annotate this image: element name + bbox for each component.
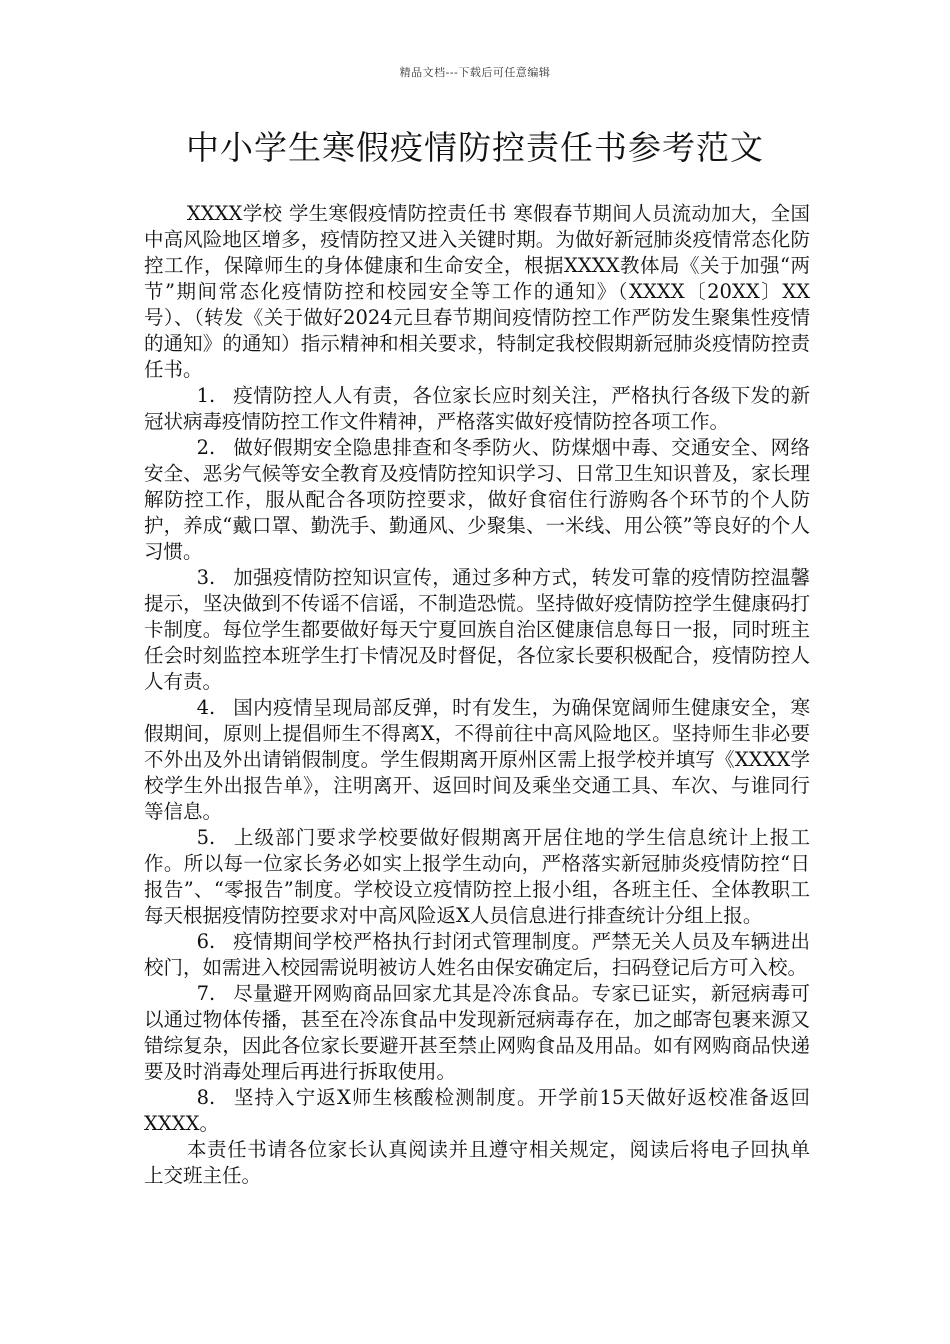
- item-text: 做好假期安全隐患排查和冬季防火、防煤烟中毒、交通安全、网络安全、恶劣气候等安全教育及疫情防控知识学习、日常卫生知识普及，家长理解防控工作，服从配合各项防控要求，做好食宿住行游购各个环节的个人防护，养成“戴口罩、勤洗手、勤通风、少聚集、一米线、用公筷”等良好的个人习惯。: [144, 436, 810, 563]
- item-text: 疫情防控人人有责，各位家长应时刻关注，严格执行各级下发的新冠状病毒疫情防控工作文件精神，严格落实做好疫情防控各项工作。: [144, 384, 810, 433]
- list-item: [144, 981, 810, 1085]
- item-text: 疫情期间学校严格执行封闭式管理制度。严禁无关人员及车辆进出校门，如需进入校园需说明被访人姓名由保安确定后，扫码登记后方可入校。: [144, 930, 810, 979]
- item-number: 6.: [196, 930, 216, 953]
- item-text: 尽量避开网购商品回家尤其是冷冻食品。专家已证实，新冠病毒可以通过物体传播，甚至在冷冻食品中发现新冠病毒存在，加之邮寄包裹来源又错综复杂，因此各位家长要避开甚至禁止网购食品及用品。如有网购商品快递要及时消毒处理后再进行拆取使用。: [144, 982, 810, 1083]
- list-item: [144, 435, 810, 565]
- item-number: 8.: [196, 1086, 216, 1109]
- closing-paragraph: 本责任书请各位家长认真阅读并且遵守相关规定，阅读后将电子回执单上交班主任。: [144, 1138, 810, 1187]
- item-text: 上级部门要求学校要做好假期离开居住地的学生信息统计上报工作。所以每一位家长务必如实上报学生动向，严格落实新冠肺炎疫情防控“日报告”、“零报告”制度。学校设立疫情防控上报小组，各班主任、全体教职工每天根据疫情防控要求对中高风险返X人员信息进行排查统计分组上报。: [144, 826, 810, 927]
- list-item: [144, 695, 810, 825]
- item-text: 国内疫情呈现局部反弹，时有发生，为确保宽阔师生健康安全，寒假期间，原则上提倡师生不得离X，不得前往中高风险地区。坚持师生非必要不外出及外出请销假制度。学生假期离开原州区需上报学校并填写《XXXX学校学生外出报告单》，注明离开、返回时间及乘坐交通工具、车次、与谁同行等信息。: [144, 696, 810, 823]
- header-note: 精品文档---下载后可任意编辑: [399, 66, 551, 79]
- list-item: [144, 565, 810, 695]
- list-item: [144, 929, 810, 981]
- document-title: 中小学生寒假疫情防控责任书参考范文: [186, 128, 764, 167]
- item-number: 5.: [196, 826, 216, 849]
- item-text: 坚持入宁返X师生核酸检测制度。开学前15天做好返校准备返回XXXX。: [144, 1086, 810, 1135]
- list-item: [144, 1085, 810, 1137]
- list-item: [144, 383, 810, 435]
- item-text: 加强疫情防控知识宣传，通过多种方式，转发可靠的疫情防控温馨提示，坚决做到不传谣不信谣，不制造恐慌。坚持做好疫情防控学生健康码打卡制度。每位学生都要做好每天宁夏回族自治区健康信息每日一报，同时班主任会时刻监控本班学生打卡情况及时督促，各位家长要积极配合，疫情防控人人有责。: [144, 566, 810, 693]
- intro-paragraph: XXXX学校 学生寒假疫情防控责任书 寒假春节期间人员流动加大，全国中高风险地区增多，疫情防控又进入关键时期。为做好新冠肺炎疫情常态化防控工作，保障师生的身体健康和生命安全，根据XXXX教体局《关于加强“两节”期间常态化疫情防控和校园安全等工作的通知》（XXXX〔20XX〕XX号）、（转发《关于做好2024元旦春节期间疫情防控工作严防发生聚集性疫情的通知》的通知）指示精神和相关要求，特制定我校假期新冠肺炎疫情防控责任书。: [144, 202, 810, 381]
- item-number: 2.: [196, 436, 216, 459]
- list-item: [144, 825, 810, 929]
- item-number: 1.: [196, 384, 216, 407]
- item-number: 4.: [196, 696, 216, 719]
- item-number: 7.: [196, 982, 216, 1005]
- item-number: 3.: [196, 566, 216, 589]
- document-body: [144, 201, 810, 1189]
